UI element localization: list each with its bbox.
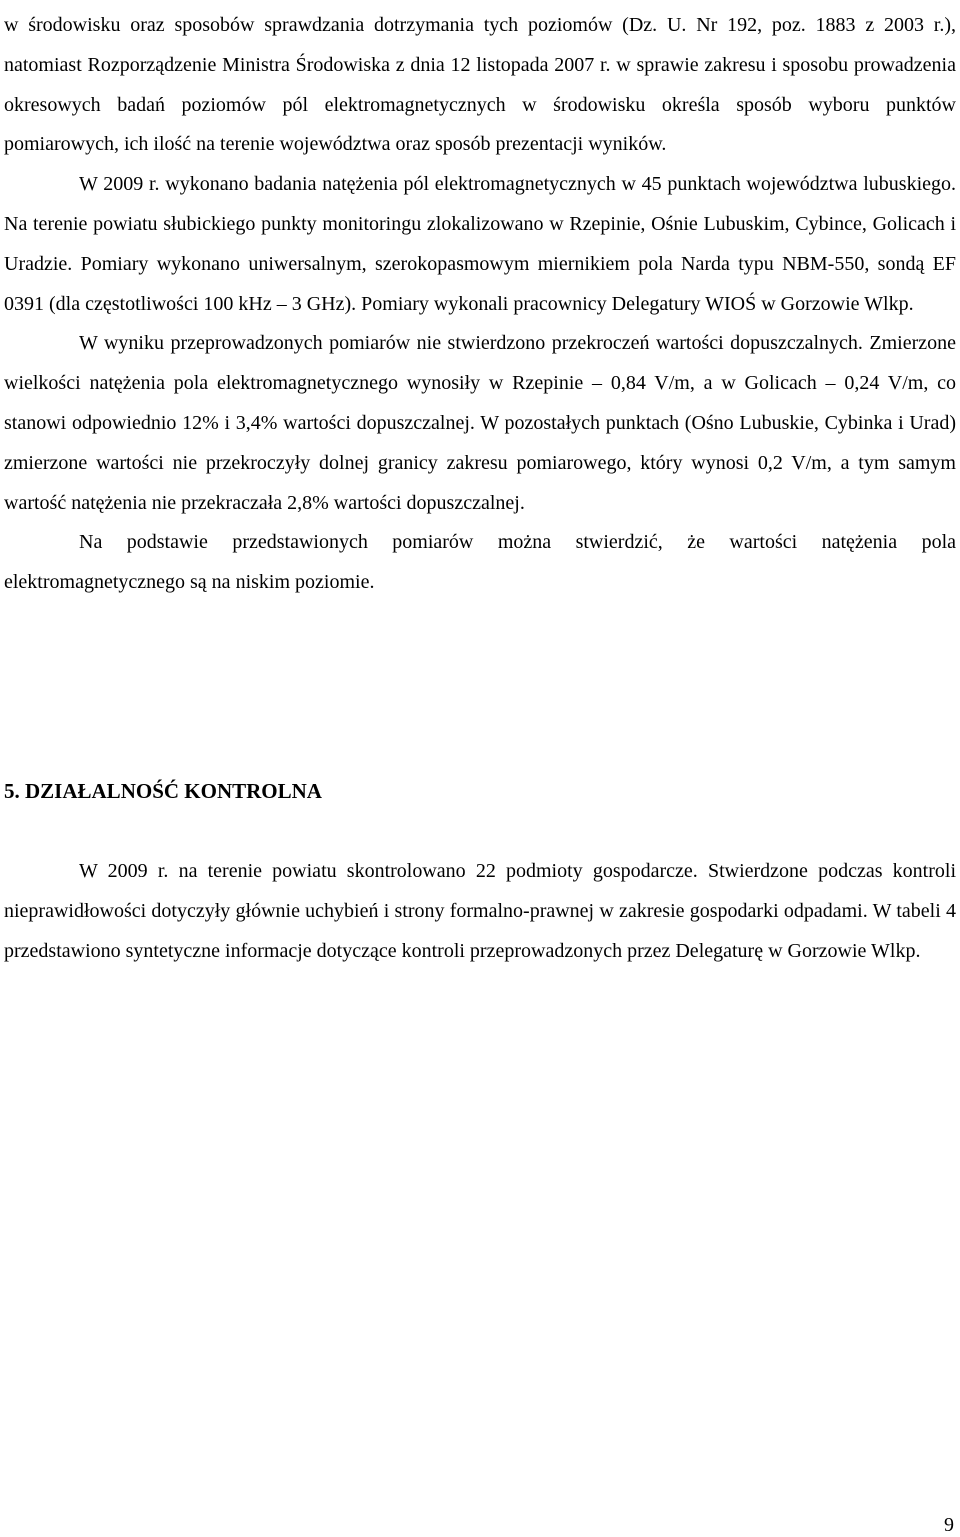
paragraph-inspections: W 2009 r. na terenie powiatu skontrolowano 22 podmioty gospodarcze. Stwierdzone podczas kontroli nieprawidłowości dotyczyły głównie uchybień i strony formalno-prawnej w zakresie gospodarki odpadami. W tabeli 4 przedstawiono syntetyczne informacje dotyczące kontroli przeprowadzonych przez Delegaturę w Gorzowie Wlkp. xyxy=(4,860,956,962)
page-number: 9 xyxy=(944,1514,954,1536)
paragraph-legal-basis: w środowisku oraz sposobów sprawdzania dotrzymania tych poziomów (Dz. U. Nr 192, poz. 1883 z 2003 r.), natomiast Rozporządzenie Ministra Środowiska z dnia 12 listopada 2007 r. w sprawie zakresu i sposobu prowadzenia okresowych badań poziomów pól elektromagnetycznych w środowisku określa sposób wyboru punktów pomiarowych, ich ilość na terenie województwa oraz sposób prezentacji wyników. xyxy=(4,14,956,156)
paragraph-conclusion: Na podstawie przedstawionych pomiarów można stwierdzić, że wartości natężenia pola elektromagnetycznego są na niskim poziomie. xyxy=(4,531,956,594)
section-heading: 5. DZIAŁALNOŚĆ KONTROLNA xyxy=(4,779,322,803)
section-body xyxy=(4,851,956,971)
paragraph-measurements: W 2009 r. wykonano badania natężenia pól elektromagnetycznych w 45 punktach województwa lubuskiego. Na terenie powiatu słubickiego punkty monitoringu zlokalizowano w Rzepinie, Ośnie Lubuskim, Cybince, Golicach i Uradzie. Pomiary wykonano uniwersalnym, szerokopasmowym miernikiem pola Narda typu NBM-550, sondą EF 0391 (dla częstotliwości 100 kHz – 3 GHz). Pomiary wykonali pracownicy Delegatury WIOŚ w Gorzowie Wlkp. xyxy=(4,173,956,315)
paragraph-results: W wyniku przeprowadzonych pomiarów nie stwierdzono przekroczeń wartości dopuszczalnych. Zmierzone wielkości natężenia pola elektromagnetycznego wynosiły w Rzepinie – 0,84 V/m, a w Golicach – 0,24 V/m, co stanowi odpowiednio 12% i 3,4% wartości dopuszczalnej. W pozostałych punktach (Ośno Lubuskie, Cybinka i Urad) zmierzone wartości nie przekroczyły dolnej granicy zakresu pomiarowego, który wynosi 0,2 V/m, a tym samym wartość natężenia nie przekraczała 2,8% wartości dopuszczalnej. xyxy=(4,332,956,514)
document-body xyxy=(4,6,956,603)
